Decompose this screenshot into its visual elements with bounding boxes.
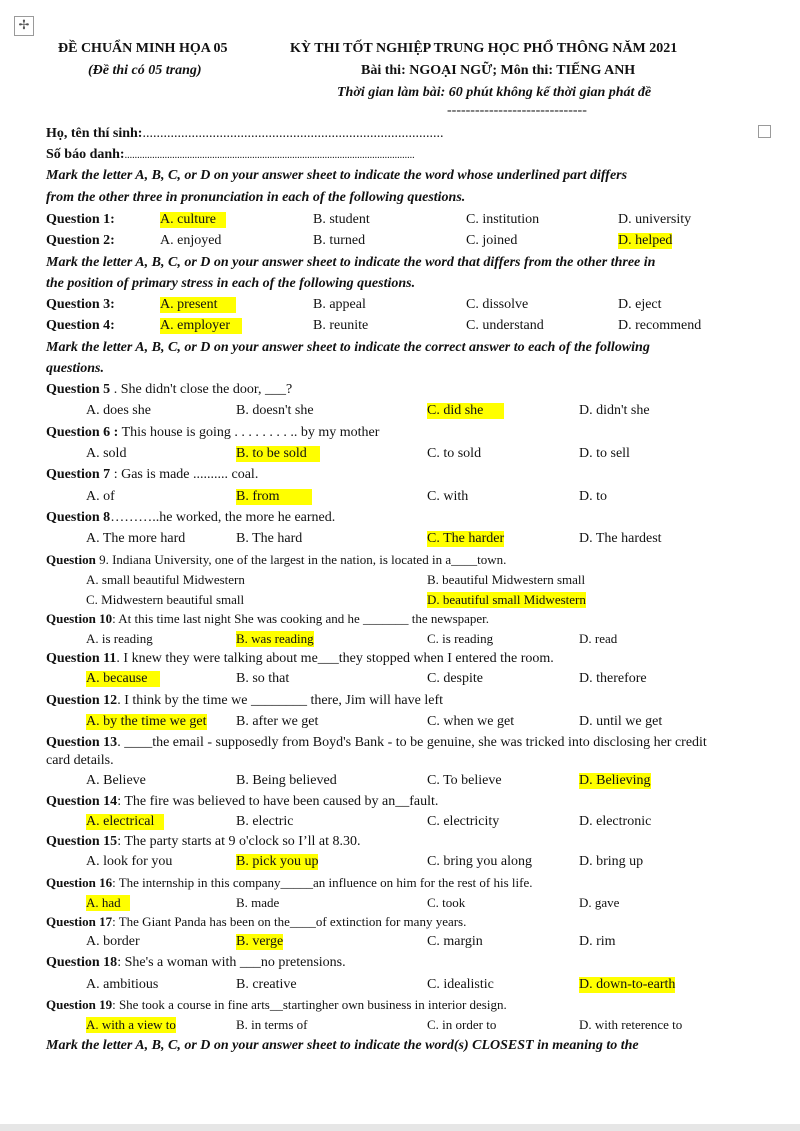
question-10-option-d[interactable]: D. read [579, 631, 618, 646]
instruction-correct: Mark the letter A, B, C, or D on your answer sheet to indicate the correct answer to each of the following [46, 340, 650, 355]
question-13-option-b[interactable]: B. Being believed [236, 773, 337, 788]
question-4-label: Question 4: [46, 318, 115, 333]
question-3-option-d[interactable]: D. eject [618, 297, 662, 312]
question-9-option-c[interactable]: C. Midwestern beautiful small [86, 592, 245, 607]
question-6-option-a[interactable]: A. sold [86, 446, 127, 461]
question-7-label: Question 7 [46, 467, 111, 482]
question-19-option-a[interactable]: A. with a view to [86, 1017, 176, 1032]
candidate-name [46, 126, 443, 142]
question-19-stem [46, 997, 507, 1013]
question-13-text: . ____the email - supposedly from Boyd's Bank - to be genuine, she was tricked into disclosing her credit [117, 735, 707, 750]
question-2-option-a[interactable]: A. enjoyed [160, 233, 222, 248]
question-15-option-b[interactable]: B. pick you up [236, 854, 319, 869]
question-18-option-c[interactable]: C. idealistic [427, 977, 494, 992]
question-15-option-a[interactable]: A. look for you [86, 854, 173, 869]
name-dots: ...................................................................................... [142, 126, 444, 141]
exam-code: ĐỀ CHUẨN MINH HỌA 05 [58, 41, 228, 56]
question-13-stem-cont: card details. [46, 753, 114, 768]
question-19-option-d[interactable]: D. with reterence to [579, 1017, 683, 1032]
question-10-option-c[interactable]: C. is reading [427, 631, 494, 646]
question-17-stem [46, 914, 466, 930]
question-13-stem [46, 735, 707, 751]
question-10-option-b[interactable]: B. was reading [236, 631, 314, 646]
question-1-option-d[interactable]: D. university [618, 212, 692, 227]
question-5-stem [46, 382, 292, 398]
exam-title: KỲ THI TỐT NGHIỆP TRUNG HỌC PHỔ THÔNG NĂM 2021 [290, 41, 678, 56]
question-14-text: : The fire was believed to have been caused by an__fault. [117, 794, 439, 809]
question-19-option-c[interactable]: C. in order to [427, 1017, 497, 1032]
question-5-option-c[interactable]: C. did she [427, 403, 504, 419]
question-12-label: Question 12 [46, 693, 118, 708]
page-bottom-edge [0, 1124, 800, 1131]
question-11-option-c[interactable]: C. despite [427, 671, 483, 686]
question-17-text: : The Giant Panda has been on the____of extinction for many years. [112, 914, 467, 929]
question-17-option-b[interactable]: B. verge [236, 934, 284, 949]
question-2-option-c[interactable]: C. joined [466, 233, 518, 248]
question-14-label: Question 14 [46, 794, 118, 809]
question-17-option-d[interactable]: D. rim [579, 934, 616, 949]
question-7-option-b[interactable]: B. from [236, 489, 312, 505]
question-18-text: : She's a woman with ___no pretensions. [117, 955, 346, 970]
question-13-option-c[interactable]: C. To believe [427, 773, 502, 788]
question-17-option-a[interactable]: A. border [86, 934, 140, 949]
question-2-option-b[interactable]: B. turned [313, 233, 366, 248]
question-17-option-c[interactable]: C. margin [427, 934, 483, 949]
question-5-option-b[interactable]: B. doesn't she [236, 403, 314, 418]
question-6-option-d[interactable]: D. to sell [579, 446, 630, 461]
question-19-label: Question 19 [46, 997, 113, 1012]
question-19-option-b[interactable]: B. in terms of [236, 1017, 308, 1032]
question-6-text: This house is going . . . . . . . . .. by my mother [118, 425, 380, 440]
question-9-stem [46, 552, 506, 568]
question-11-option-b[interactable]: B. so that [236, 671, 290, 686]
question-10-label: Question 10 [46, 611, 113, 626]
question-14-option-c[interactable]: C. electricity [427, 814, 500, 829]
question-1-option-c[interactable]: C. institution [466, 212, 540, 227]
question-15-option-d[interactable]: D. bring up [579, 854, 644, 869]
question-12-text: . I think by the time we ________ there, Jim will have left [117, 693, 444, 708]
question-7-option-d[interactable]: D. to [579, 489, 607, 504]
question-1-label: Question 1: [46, 212, 115, 227]
question-11-text: . I knew they were talking about me___they stopped when I entered the room. [116, 651, 554, 666]
question-3-label: Question 3: [46, 297, 115, 312]
question-16-text: : The internship in this company_____an influence on him for the rest of his life. [112, 875, 533, 890]
question-6-option-c[interactable]: C. to sold [427, 446, 482, 461]
question-16-option-b[interactable]: B. made [236, 895, 280, 910]
question-12-stem [46, 693, 443, 709]
question-5-option-a[interactable]: A. does she [86, 403, 151, 418]
subject: Bài thi: NGOẠI NGỮ; Môn thi: TIẾNG ANH [361, 63, 636, 78]
question-16-option-c[interactable]: C. took [427, 895, 466, 910]
question-10-text: : At this time last night She was cooking and he _______ the newspaper. [112, 611, 490, 626]
question-19-text: : She took a course in fine arts__startingher own business in interior design. [112, 997, 507, 1012]
instruction-stress: Mark the letter A, B, C, or D on your answer sheet to indicate the word that differs from the other three in [46, 255, 656, 270]
question-8-text: ………..he worked, the more he earned. [110, 510, 336, 525]
question-11-option-a[interactable]: A. because [86, 671, 160, 687]
question-17-label: Question 17 [46, 914, 113, 929]
question-7-option-c[interactable]: C. with [427, 489, 469, 504]
question-8-option-b[interactable]: B. The hard [236, 531, 303, 546]
question-14-option-a[interactable]: A. electrical [86, 814, 164, 830]
question-5-label: Question 5 [46, 382, 111, 397]
question-7-option-a[interactable]: A. of [86, 489, 115, 504]
question-1-option-a[interactable]: A. culture [160, 212, 226, 228]
question-3-option-c[interactable]: C. dissolve [466, 297, 529, 312]
question-2-option-d[interactable]: D. helped [618, 233, 673, 248]
id-label: Số báo danh: [46, 147, 125, 162]
question-3-option-a[interactable]: A. present [160, 297, 236, 313]
question-14-stem [46, 794, 438, 810]
question-8-option-d[interactable]: D. The hardest [579, 531, 662, 546]
question-10-stem [46, 611, 489, 627]
question-11-option-d[interactable]: D. therefore [579, 671, 647, 686]
question-13-option-a[interactable]: A. Believe [86, 773, 146, 788]
question-7-text: : Gas is made .......... coal. [110, 467, 259, 482]
question-9-label: Question [46, 552, 96, 567]
question-18-option-b[interactable]: B. creative [236, 977, 297, 992]
id-dots: .................................................................................................................... [124, 150, 415, 161]
question-15-stem [46, 834, 361, 850]
question-15-label: Question 15 [46, 834, 118, 849]
question-2-label: Question 2: [46, 233, 115, 248]
candidate-id [46, 147, 415, 163]
question-6-option-b[interactable]: B. to be sold [236, 446, 320, 462]
question-12-option-c[interactable]: C. when we get [427, 714, 515, 729]
question-16-stem [46, 875, 532, 891]
question-5-option-d[interactable]: D. didn't she [579, 403, 650, 418]
name-label: Họ, tên thí sinh: [46, 126, 143, 141]
question-9-option-a[interactable]: A. small beautiful Midwestern [86, 572, 245, 587]
question-8-option-a[interactable]: A. The more hard [86, 531, 186, 546]
checkbox[interactable] [758, 125, 771, 138]
instruction-correct-2: questions. [46, 361, 104, 376]
move-handle-icon[interactable]: ✢ [14, 16, 34, 36]
question-18-option-a[interactable]: A. ambitious [86, 977, 159, 992]
question-11-label: Question 11 [46, 651, 117, 666]
question-11-stem [46, 651, 554, 667]
question-15-option-c[interactable]: C. bring you along [427, 854, 532, 869]
question-14-option-d[interactable]: D. electronic [579, 814, 652, 829]
question-18-stem [46, 955, 346, 971]
question-3-option-b[interactable]: B. appeal [313, 297, 366, 312]
instruction-stress-2: the position of primary stress in each of the following questions. [46, 276, 416, 291]
question-4-option-b[interactable]: B. reunite [313, 318, 369, 333]
instruction-pronunciation: Mark the letter A, B, C, or D on your answer sheet to indicate the word whose underlined part differs [46, 168, 628, 183]
question-16-option-a[interactable]: A. had [86, 895, 130, 911]
question-10-option-a[interactable]: A. is reading [86, 631, 153, 646]
question-4-option-c[interactable]: C. understand [466, 318, 544, 333]
question-7-stem [46, 467, 258, 483]
question-12-option-b[interactable]: B. after we get [236, 714, 319, 729]
pages-note: (Đề thi có 05 trang) [88, 63, 202, 78]
question-9-text: 9. Indiana University, one of the largest in the nation, is located in a____town. [95, 552, 507, 567]
question-12-option-a[interactable]: A. by the time we get [86, 714, 207, 729]
question-5-text: . She didn't close the door, ___? [110, 382, 293, 397]
question-8-label: Question 8 [46, 510, 111, 525]
question-6-label: Question 6 : [46, 425, 119, 440]
question-13-label: Question 13 [46, 735, 118, 750]
time-note: Thời gian làm bài: 60 phút không kể thời gian phát đề [337, 85, 652, 100]
question-4-option-d[interactable]: D. recommend [618, 318, 702, 333]
question-15-text: : The party starts at 9 o'clock so I’ll at 8.30. [117, 834, 361, 849]
instruction-pronunciation-2: from the other three in pronunciation in each of the following questions. [46, 190, 466, 205]
question-8-option-c[interactable]: C. The harder [427, 531, 505, 546]
instruction-closest: Mark the letter A, B, C, or D on your answer sheet to indicate the word(s) CLOSEST in meaning to the [46, 1038, 639, 1053]
question-18-option-d[interactable]: D. down-to-earth [579, 977, 676, 992]
question-8-stem [46, 510, 335, 526]
question-12-option-d[interactable]: D. until we get [579, 714, 663, 729]
question-6-stem [46, 425, 379, 441]
question-18-label: Question 18 [46, 955, 118, 970]
question-9-option-b[interactable]: B. beautiful Midwestern small [427, 572, 586, 587]
question-16-option-d[interactable]: D. gave [579, 895, 620, 910]
question-4-option-a[interactable]: A. employer [160, 318, 242, 334]
question-16-label: Question 16 [46, 875, 113, 890]
question-1-option-b[interactable]: B. student [313, 212, 370, 227]
question-9-option-d[interactable]: D. beautiful small Midwestern [427, 592, 586, 607]
header-rule: ------------------------------ [447, 103, 587, 118]
question-14-option-b[interactable]: B. electric [236, 814, 294, 829]
question-13-option-d[interactable]: D. Believing [579, 773, 651, 788]
